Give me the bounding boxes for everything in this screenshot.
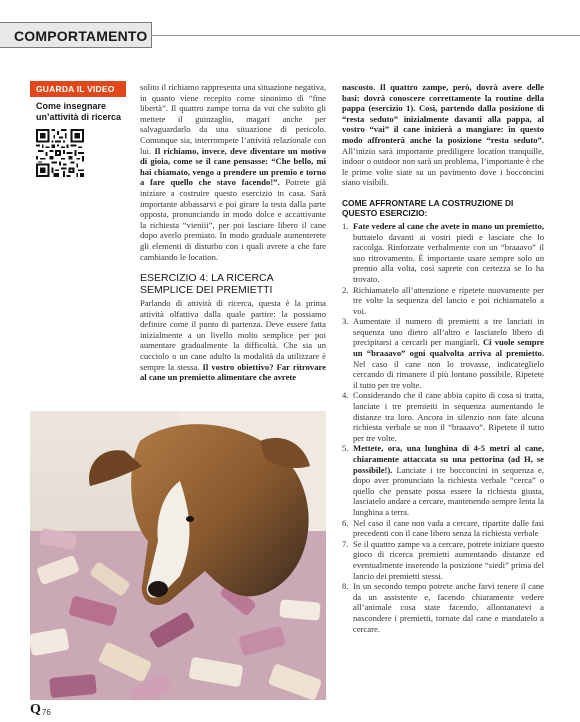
paragraph: Parlando di attività di ricerca, questa è la prima attività olfattiva dalla quale partire: la possiamo definire come il punto di partenza. Deve essere fatta inizialmente a un livello molto semplice per poi aumentare gradualmente la difficoltà. Che sia un cucciolo o un cane adulto la modalità da utilizzare è sempre la stessa. Il vostro obiettivo? Far ritrovare al cane un premietto alimentare che avrete (140, 298, 326, 383)
qr-code-icon[interactable] (36, 129, 84, 177)
article-column-right (342, 82, 544, 634)
section-tab (0, 22, 152, 48)
video-heading: GUARDA IL VIDEO (30, 81, 126, 97)
step-number: 8. (342, 581, 349, 592)
magazine-logo: Q (30, 702, 41, 717)
header-rule (152, 35, 580, 36)
step-item: 5. Mettete, ora, una lunghina di 4-5 metri al cane, chiaramente attaccata su una pettorina (ad H, se possibile!). Lanciate i tre bocconcini in sequenza e, dopo aver pronunciato la richiesta verbale “cerca” o quello che pensate possa essere la richiesta giusta, lasciatelo andare a cercare, mantenendo sempre lenta la lunghina a terra. (342, 443, 544, 517)
video-box (30, 81, 126, 177)
step-item: 6. Nel caso il cane non vada a cercare, ripartite dalle fasi precedenti con il cane libero senza la richiesta verbale (342, 517, 544, 539)
step-item: 3. Aumentate il numero di premietti a tre lanciati in sequenza uno dietro all’altro e lasciatelo libero di precipitarsi a cercarli per mangiarli. Ci vuole sempre un “braaavo” ogni qualvolta arriva al premietto. Nel caso il cane non lo trovasse, indicateglielo cercando di rimanere il più lontano possibile. Ripetete il tutto per tre volte. (342, 316, 544, 390)
step-number: 4. (342, 390, 349, 401)
step-item: 4. Considerando che il cane abbia capito di cosa si tratta, lanciate i tre premietti in sequenza aumentando le distanze tra loro. Ancora in silenzio non fate alcuna richiesta verbale se non il “braaavo”. Ripetete il tutto per tre volte. (342, 390, 544, 443)
step-item: 8. In un secondo tempo potrete anche farvi tenere il cane da un assistente e, facendo chiaramente vedere all’animale cosa state facendo, allontanatevi a nascondere i premietti, tornate dal cane e mandatelo a cercare. (342, 581, 544, 634)
video-subtitle (30, 101, 126, 123)
article-column-middle (140, 82, 326, 383)
step-number: 6. (342, 517, 349, 528)
steps-list (342, 221, 544, 634)
step-number: 2. (342, 284, 349, 295)
page-folio (30, 702, 51, 718)
step-number: 7. (342, 538, 349, 549)
video-subtitle-line2: un’attività di ricerca (36, 112, 122, 122)
step-number: 5. (342, 443, 349, 454)
exercise-heading: ESERCIZIO 4: LA RICERCA SEMPLICE DEI PREMIETTI (140, 272, 274, 297)
section-label: COMPORTAMENTO (14, 28, 148, 44)
paragraph: solito il richiamo rappresenta una situazione negativa, in quanto viene recepito come sinonimo di “fine libertà”. Il quattro zampe torna da voi che subito gli mettete il guinzaglio, magari anche per salvaguardarlo da una situazione di pericolo. Comunque sia, interrompete l’attività relazionale con lui. Il richiamo, invece, deve diventare un motivo di gioia, come se il cane pensasse: “Che bello, mi hai chiamato, vengo a prendere un premio e torno a fare quello che stavo facendo!”. Potrete già iniziare a costruire questo esercizio in casa. Sarà importante abbassarvi e poi girare la testa dalla parte opposta, pronunciando in modo dolce e accattivante la richiesta “vieniii”, per poi lasciare libero il cane dopo averlo premiato. In modo graduale aumenterete gli elementi di disturbo con i quali avrete a che fare cambiando le location. (140, 82, 327, 262)
step-number: 3. (342, 316, 349, 327)
step-item: 1. Fate vedere al cane che avete in mano un premietto, buttatelo davanti ai vostri piedi e lasciate che lo raccolga. Rinforzate verbalmente con un “braaavo” il suo ritrovamento. È importante usare sempre solo un premio alla volta, così saprete con certezza se lo ha trovato. (342, 220, 544, 284)
paragraph: nascosto. Il quattro zampe, però, dovrà avere delle basi: dovrà conoscere correttamente la routine della pappa (esercizio 1). Così, partendo dalla posizione di “resta seduto” inizialmente davanti alla pappa, al vostro “vai” il cane inizierà a mangiare: in questo modo affronterà anche la posizione “resta seduto”. All’inizio sarà importante prediligere location tranquille, indoor o outdoor non sarà un problema, l’importante è che le prime volte siate su un pavimento dove i bocconcini siano visibili. (342, 82, 544, 188)
dog-sniffing-photo (30, 411, 326, 700)
step-item: 7. Se il quattro zampe va a cercare, potrete iniziare questo gioco di ricerca premietti aumentando distanze ed eventualmente inserendo la posizione “siedi” prima del lancio dei premietti stessi. (342, 538, 544, 581)
video-subtitle-line1: Come insegnare (36, 101, 107, 111)
page-number: 76 (41, 707, 51, 717)
steps-heading: COME AFFRONTARE LA COSTRUZIONE DI QUESTO ESERCIZIO: (342, 197, 514, 219)
step-number: 1. (342, 220, 349, 231)
step-item: 2. Richiamatelo all’attenzione e ripetete nuovamente per tre volte la sequenza del lancio e poi richiamatelo a voi. (342, 284, 544, 316)
